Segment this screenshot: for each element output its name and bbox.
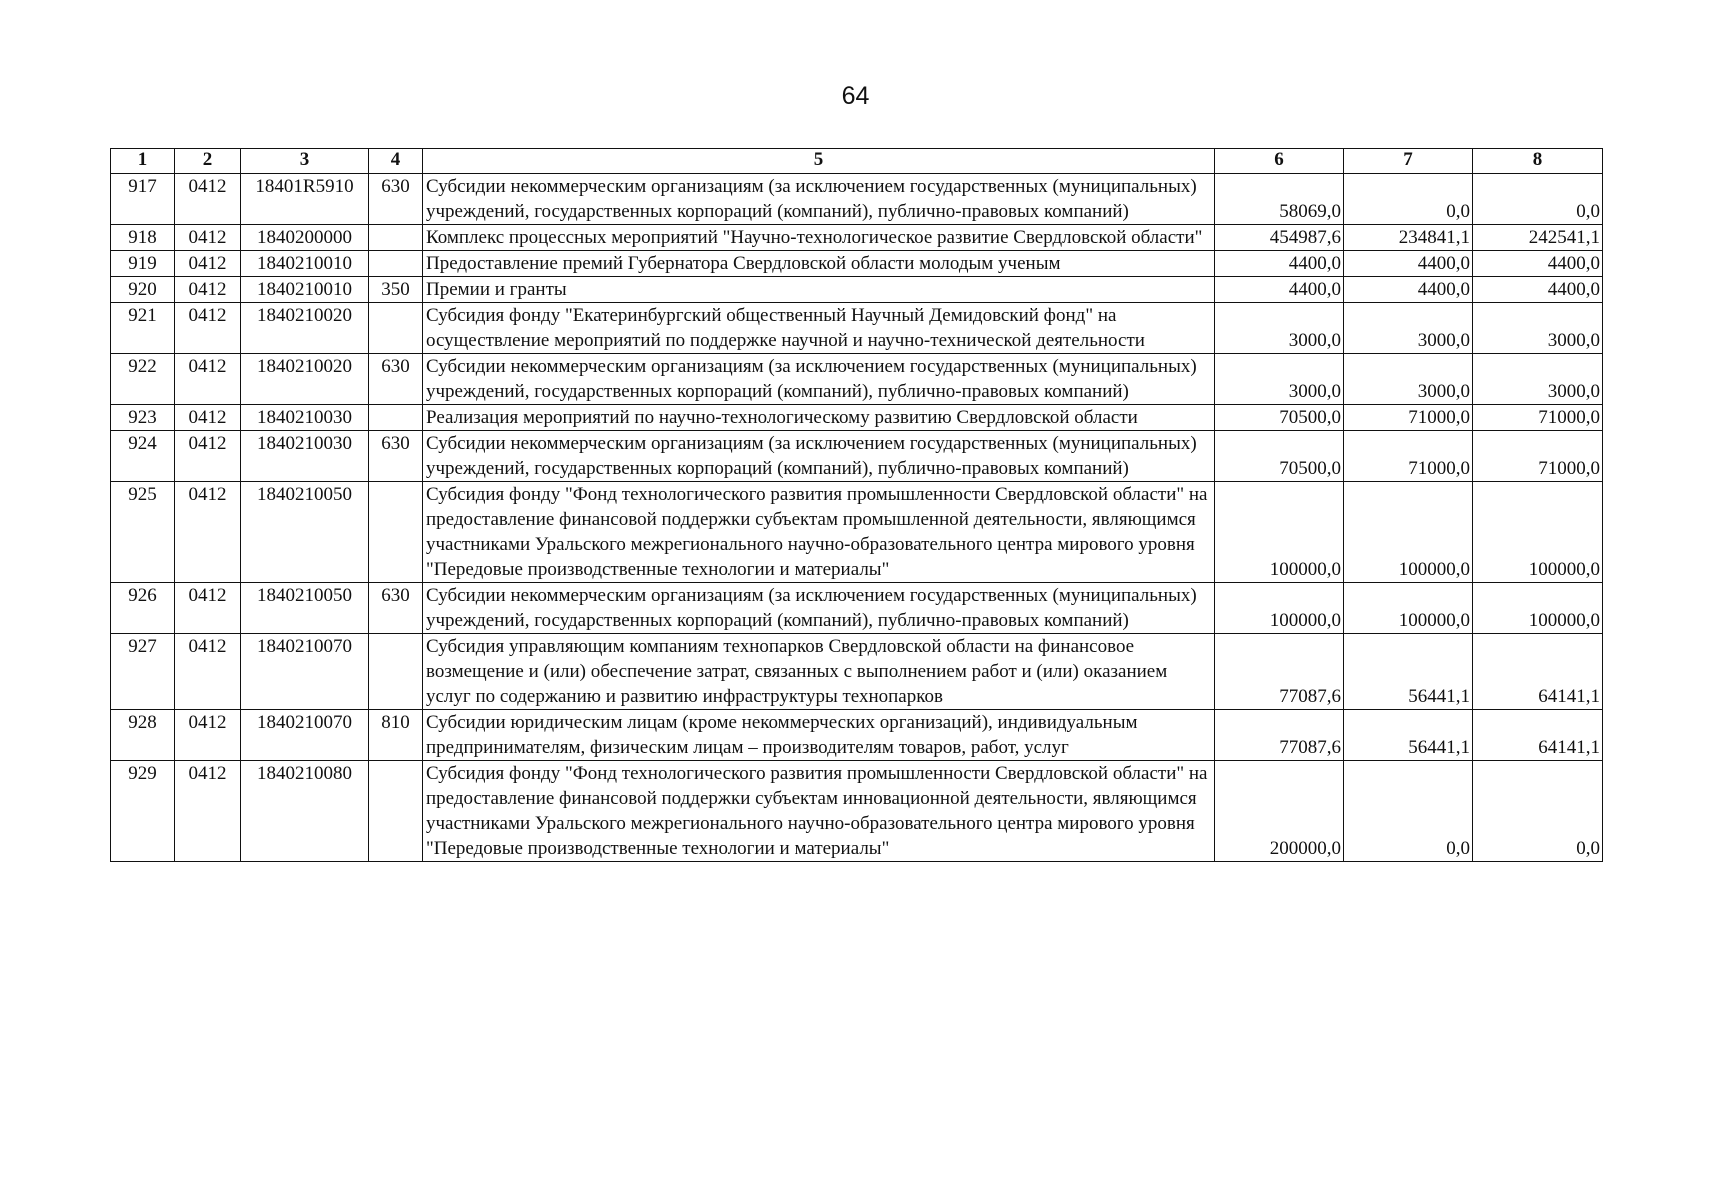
expense-kind: 810: [369, 710, 423, 761]
item-name: Реализация мероприятий по научно-технологическому развитию Свердловской области: [423, 405, 1215, 431]
amount-col-6: 200000,0: [1215, 761, 1344, 862]
item-name: Субсидии некоммерческим организациям (за исключением государственных (муниципальных) учреждений, государственных корпораций (компаний), публично-правовых компаний): [423, 431, 1215, 482]
target-code: 1840210070: [241, 710, 369, 761]
amount-col-6: 454987,6: [1215, 225, 1344, 251]
amount-col-7: 3000,0: [1344, 303, 1473, 354]
amount-col-6: 3000,0: [1215, 303, 1344, 354]
item-name: Премии и гранты: [423, 277, 1215, 303]
table-row: [111, 431, 1603, 482]
header-col-1: 1: [111, 149, 175, 174]
amount-col-6: 77087,6: [1215, 634, 1344, 710]
table-row: [111, 761, 1603, 862]
amount-col-7: 4400,0: [1344, 277, 1473, 303]
row-number: 918: [111, 225, 175, 251]
table-row: [111, 225, 1603, 251]
section-code: 0412: [175, 354, 241, 405]
expense-kind: [369, 405, 423, 431]
target-code: 1840210020: [241, 354, 369, 405]
header-col-3: 3: [241, 149, 369, 174]
table-row: [111, 277, 1603, 303]
amount-col-7: 56441,1: [1344, 710, 1473, 761]
expense-kind: 630: [369, 174, 423, 225]
row-number: 922: [111, 354, 175, 405]
amount-col-8: 3000,0: [1473, 303, 1603, 354]
row-number: 919: [111, 251, 175, 277]
amount-col-6: 58069,0: [1215, 174, 1344, 225]
header-row: [111, 149, 1603, 174]
target-code: 1840210020: [241, 303, 369, 354]
table-row: [111, 251, 1603, 277]
section-code: 0412: [175, 482, 241, 583]
amount-col-6: 4400,0: [1215, 277, 1344, 303]
row-number: 929: [111, 761, 175, 862]
amount-col-8: 64141,1: [1473, 634, 1603, 710]
amount-col-7: 0,0: [1344, 174, 1473, 225]
expense-kind: [369, 251, 423, 277]
target-code: 1840200000: [241, 225, 369, 251]
amount-col-6: 70500,0: [1215, 431, 1344, 482]
amount-col-7: 4400,0: [1344, 251, 1473, 277]
expense-kind: 630: [369, 583, 423, 634]
target-code: 1840210030: [241, 431, 369, 482]
amount-col-7: 71000,0: [1344, 405, 1473, 431]
section-code: 0412: [175, 710, 241, 761]
item-name: Субсидии некоммерческим организациям (за исключением государственных (муниципальных) учреждений, государственных корпораций (компаний), публично-правовых компаний): [423, 583, 1215, 634]
header-col-7: 7: [1344, 149, 1473, 174]
target-code: 1840210080: [241, 761, 369, 862]
section-code: 0412: [175, 583, 241, 634]
item-name: Субсидия фонду "Фонд технологического развития промышленности Свердловской области" на предоставление финансовой поддержки субъектам промышленной деятельности, являющимся участниками Уральского межрегионального научно-образовательного центра мирового уровня "Передовые производственные технологии и материалы": [423, 482, 1215, 583]
expense-kind: 350: [369, 277, 423, 303]
expense-kind: [369, 634, 423, 710]
budget-table: [110, 148, 1603, 862]
row-number: 925: [111, 482, 175, 583]
table-body: [111, 174, 1603, 862]
amount-col-6: 100000,0: [1215, 583, 1344, 634]
amount-col-8: 100000,0: [1473, 583, 1603, 634]
expense-kind: [369, 761, 423, 862]
target-code: 1840210070: [241, 634, 369, 710]
amount-col-8: 242541,1: [1473, 225, 1603, 251]
amount-col-6: 100000,0: [1215, 482, 1344, 583]
amount-col-8: 0,0: [1473, 761, 1603, 862]
amount-col-8: 4400,0: [1473, 277, 1603, 303]
header-col-8: 8: [1473, 149, 1603, 174]
row-number: 920: [111, 277, 175, 303]
item-name: Субсидия фонду "Фонд технологического развития промышленности Свердловской области" на предоставление финансовой поддержки субъектам инновационной деятельности, являющимся участниками Уральского межрегионального научно-образовательного центра мирового уровня "Передовые производственные технологии и материалы": [423, 761, 1215, 862]
expense-kind: 630: [369, 354, 423, 405]
table-header: [111, 149, 1603, 174]
section-code: 0412: [175, 225, 241, 251]
item-name: Субсидии некоммерческим организациям (за исключением государственных (муниципальных) учреждений, государственных корпораций (компаний), публично-правовых компаний): [423, 354, 1215, 405]
row-number: 926: [111, 583, 175, 634]
section-code: 0412: [175, 277, 241, 303]
section-code: 0412: [175, 405, 241, 431]
target-code: 1840210010: [241, 277, 369, 303]
expense-kind: [369, 303, 423, 354]
amount-col-7: 234841,1: [1344, 225, 1473, 251]
amount-col-7: 71000,0: [1344, 431, 1473, 482]
amount-col-8: 3000,0: [1473, 354, 1603, 405]
amount-col-6: 4400,0: [1215, 251, 1344, 277]
amount-col-7: 3000,0: [1344, 354, 1473, 405]
row-number: 924: [111, 431, 175, 482]
target-code: 1840210050: [241, 482, 369, 583]
amount-col-7: 0,0: [1344, 761, 1473, 862]
section-code: 0412: [175, 761, 241, 862]
target-code: 1840210050: [241, 583, 369, 634]
header-col-6: 6: [1215, 149, 1344, 174]
amount-col-7: 56441,1: [1344, 634, 1473, 710]
amount-col-6: 77087,6: [1215, 710, 1344, 761]
row-number: 921: [111, 303, 175, 354]
header-col-4: 4: [369, 149, 423, 174]
amount-col-8: 100000,0: [1473, 482, 1603, 583]
amount-col-8: 71000,0: [1473, 431, 1603, 482]
item-name: Субсидия управляющим компаниям технопарков Свердловской области на финансовое возмещение и (или) обеспечение затрат, связанных с выполнением работ и (или) оказанием услуг по содержанию и развитию инфраструктуры технопарков: [423, 634, 1215, 710]
expense-kind: 630: [369, 431, 423, 482]
amount-col-8: 0,0: [1473, 174, 1603, 225]
expense-kind: [369, 225, 423, 251]
section-code: 0412: [175, 303, 241, 354]
target-code: 1840210010: [241, 251, 369, 277]
header-col-2: 2: [175, 149, 241, 174]
amount-col-8: 64141,1: [1473, 710, 1603, 761]
target-code: 1840210030: [241, 405, 369, 431]
item-name: Субсидии некоммерческим организациям (за исключением государственных (муниципальных) учреждений, государственных корпораций (компаний), публично-правовых компаний): [423, 174, 1215, 225]
row-number: 923: [111, 405, 175, 431]
row-number: 928: [111, 710, 175, 761]
item-name: Предоставление премий Губернатора Свердловской области молодым ученым: [423, 251, 1215, 277]
section-code: 0412: [175, 251, 241, 277]
amount-col-6: 70500,0: [1215, 405, 1344, 431]
table-row: [111, 405, 1603, 431]
target-code: 18401R5910: [241, 174, 369, 225]
amount-col-8: 4400,0: [1473, 251, 1603, 277]
item-name: Комплекс процессных мероприятий "Научно-технологическое развитие Свердловской области": [423, 225, 1215, 251]
row-number: 917: [111, 174, 175, 225]
table-row: [111, 482, 1603, 583]
table-row: [111, 303, 1603, 354]
section-code: 0412: [175, 634, 241, 710]
amount-col-7: 100000,0: [1344, 583, 1473, 634]
amount-col-7: 100000,0: [1344, 482, 1473, 583]
section-code: 0412: [175, 431, 241, 482]
section-code: 0412: [175, 174, 241, 225]
header-col-5: 5: [423, 149, 1215, 174]
page-number: 64: [841, 82, 870, 110]
table-row: [111, 174, 1603, 225]
table-row: [111, 710, 1603, 761]
item-name: Субсидии юридическим лицам (кроме некоммерческих организаций), индивидуальным предпринимателям, физическим лицам – производителям товаров, работ, услуг: [423, 710, 1215, 761]
table-row: [111, 583, 1603, 634]
table-row: [111, 634, 1603, 710]
expense-kind: [369, 482, 423, 583]
amount-col-6: 3000,0: [1215, 354, 1344, 405]
table-row: [111, 354, 1603, 405]
amount-col-8: 71000,0: [1473, 405, 1603, 431]
item-name: Субсидия фонду "Екатеринбургский общественный Научный Демидовский фонд" на осуществление мероприятий по поддержке научной и научно-технической деятельности: [423, 303, 1215, 354]
row-number: 927: [111, 634, 175, 710]
